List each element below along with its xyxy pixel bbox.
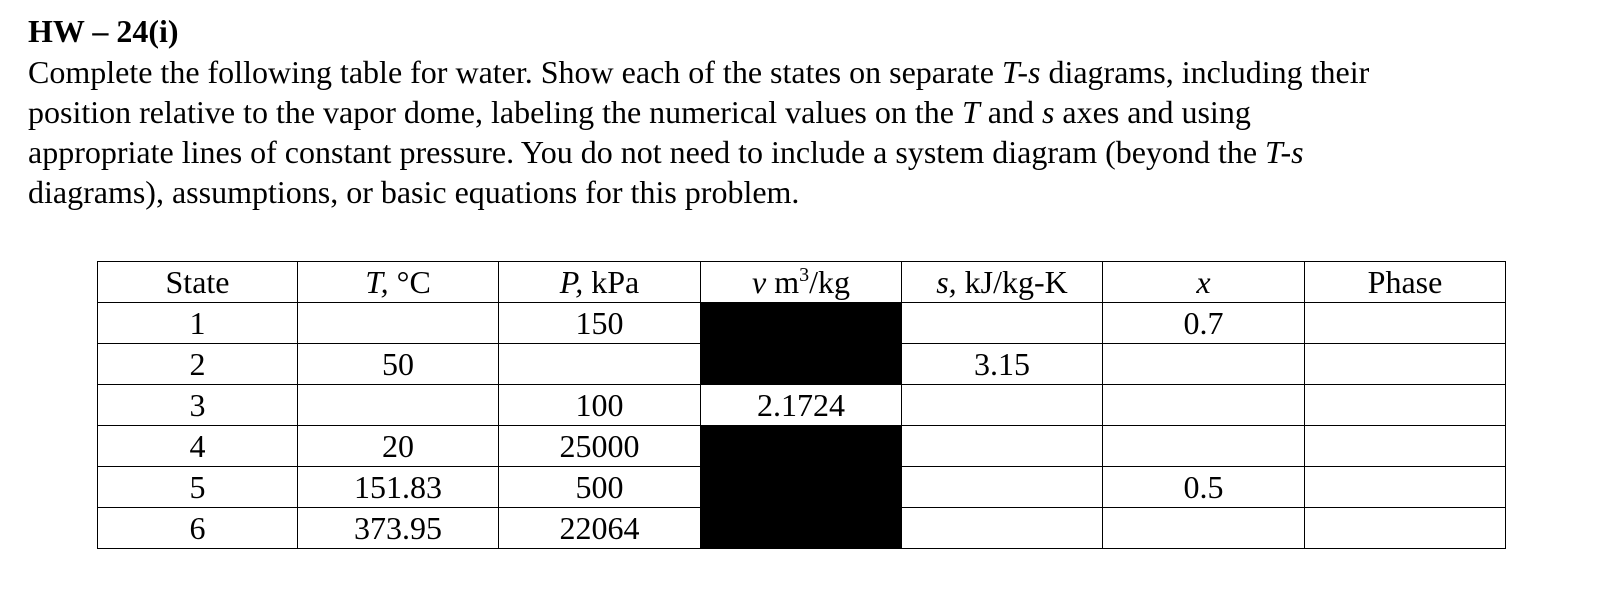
table-row (98, 426, 1506, 467)
header-pressure: P, kPa (499, 262, 701, 303)
cell-temperature (298, 303, 499, 344)
cell-pressure: 22064 (499, 508, 701, 549)
cell-entropy (902, 508, 1103, 549)
header-specific-volume: v $m^3/kg$ (701, 262, 902, 303)
cell-temperature (298, 385, 499, 426)
header-entropy: s, kJ/kg-K (902, 262, 1103, 303)
cell-temperature: 50 (298, 344, 499, 385)
cell-quality: 0.7 (1103, 303, 1305, 344)
instructions-paragraph (28, 52, 1598, 212)
cell-quality (1103, 344, 1305, 385)
cell-phase (1305, 467, 1506, 508)
cell-quality: 0.5 (1103, 467, 1305, 508)
table-row (98, 344, 1506, 385)
cell-entropy (902, 303, 1103, 344)
water-properties-table (97, 261, 1506, 549)
cell-state: 1 (98, 303, 298, 344)
header-phase: Phase (1305, 262, 1506, 303)
cell-specific-volume-redacted (701, 426, 902, 467)
instructions-line-4: diagrams), assumptions, or basic equations for this problem. (28, 174, 800, 210)
header-state: State (98, 262, 298, 303)
cell-entropy (902, 467, 1103, 508)
table-row (98, 467, 1506, 508)
cell-phase (1305, 385, 1506, 426)
cell-specific-volume-redacted (701, 303, 902, 344)
cell-entropy (902, 385, 1103, 426)
table-row (98, 303, 1506, 344)
cell-pressure: 25000 (499, 426, 701, 467)
cell-quality (1103, 508, 1305, 549)
cell-specific-volume-redacted (701, 508, 902, 549)
cell-specific-volume: 2.1724 (701, 385, 902, 426)
cell-entropy: 3.15 (902, 344, 1103, 385)
cell-phase (1305, 303, 1506, 344)
assignment-title: HW – 24(i) (28, 13, 179, 49)
cell-state: 6 (98, 508, 298, 549)
cell-pressure: 500 (499, 467, 701, 508)
cell-state: 4 (98, 426, 298, 467)
instructions-line-2: position relative to the vapor dome, labeling the numerical values on the T and s axes and using (28, 94, 1251, 130)
cell-phase (1305, 344, 1506, 385)
cell-temperature: 20 (298, 426, 499, 467)
cell-specific-volume-redacted (701, 467, 902, 508)
cell-state: 3 (98, 385, 298, 426)
cell-specific-volume-redacted (701, 344, 902, 385)
instructions-line-1: Complete the following table for water. Show each of the states on separate T-s diagrams, including their (28, 54, 1370, 90)
cell-state: 2 (98, 344, 298, 385)
cell-temperature: 373.95 (298, 508, 499, 549)
cell-temperature: 151.83 (298, 467, 499, 508)
cell-entropy (902, 426, 1103, 467)
cell-phase (1305, 508, 1506, 549)
header-temperature: T, °C (298, 262, 499, 303)
cell-pressure: 150 (499, 303, 701, 344)
cell-quality (1103, 426, 1305, 467)
header-quality: x (1103, 262, 1305, 303)
instructions-line-3: appropriate lines of constant pressure. You do not need to include a system diagram (beyond the T-s (28, 134, 1304, 170)
table-header-row (98, 262, 1506, 303)
cell-quality (1103, 385, 1305, 426)
cell-phase (1305, 426, 1506, 467)
cell-pressure (499, 344, 701, 385)
cell-pressure: 100 (499, 385, 701, 426)
table-row (98, 508, 1506, 549)
table-row (98, 385, 1506, 426)
cell-state: 5 (98, 467, 298, 508)
